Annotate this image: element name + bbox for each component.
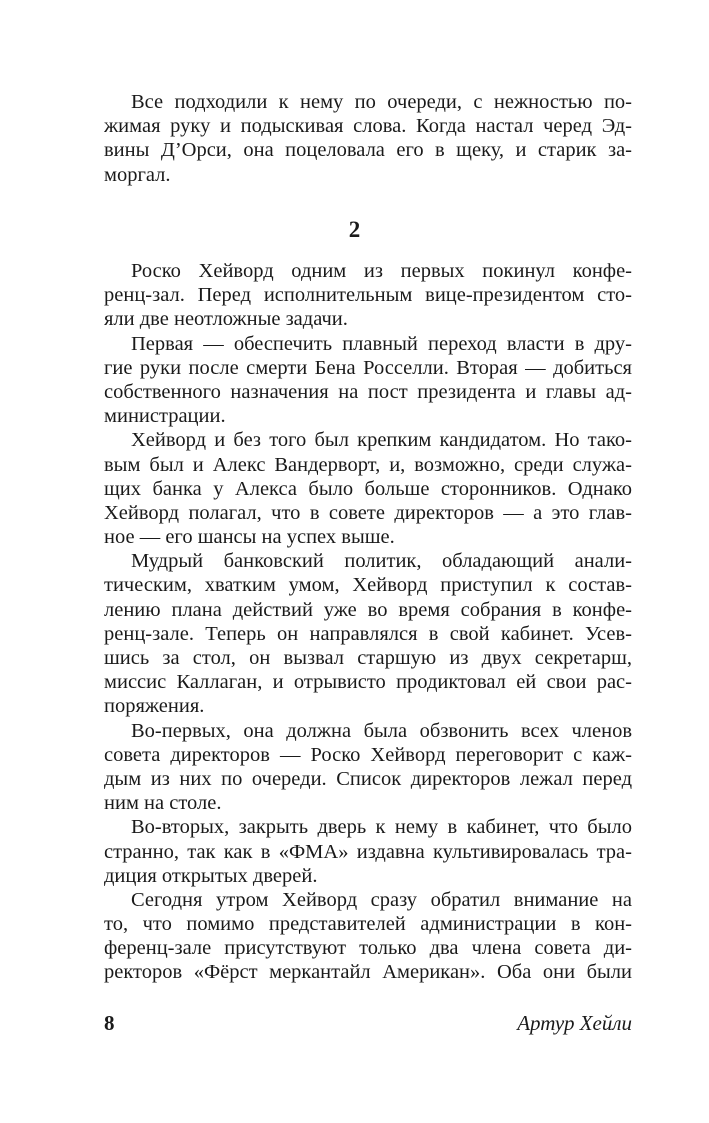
text-line: то, что помимо представителей администрации в кон- [104, 913, 632, 936]
paragraph [104, 259, 632, 332]
text-line: жимая руку и подыскивая слова. Когда настал черед Эд- [104, 115, 632, 138]
chapter-number: 2 [348, 217, 361, 242]
text-line: ренц-зал. Перед исполнительным вице-президентом сто- [104, 284, 632, 307]
text-line: диция открытых дверей. [104, 864, 318, 887]
page-number: 8 [104, 1011, 115, 1035]
text-line: вым был и Алекс Вандерворт, и, возможно, среди служа- [104, 453, 632, 476]
paragraph [104, 815, 632, 888]
paragraph [104, 719, 632, 816]
text-line: Во-вторых, закрыть дверь к нему в кабинет, что было [131, 816, 632, 839]
text-line: тическим, хватким умом, Хейворд приступил к состав- [104, 574, 632, 597]
text-line: гие руки после смерти Бена Росселли. Вторая — добиться [104, 356, 632, 379]
text-line: ним на столе. [104, 792, 222, 815]
text-line: шись за стол, он вызвал старшую из двух секретарш, [104, 647, 632, 669]
text-line: Все подходили к нему по очереди, с нежностью по- [131, 91, 632, 113]
text-line: Сегодня утром Хейворд сразу обратил внимание на [131, 888, 632, 911]
text-line: Хейворд и без того был крепким кандидатом. Но тако- [131, 429, 632, 452]
paragraph [104, 428, 632, 549]
text-line: собственного назначения на пост президента и главы ад- [104, 380, 632, 403]
text-line: Во-первых, она должна была обзвонить всех членов [131, 719, 632, 742]
text-line: ректоров «Фёрст меркантайл Американ». Оба они были [104, 961, 632, 984]
page-footer [104, 1010, 632, 1036]
text-line: странно, так как в «ФМА» издавна культивировалась тра- [104, 840, 632, 863]
text-line: поряжения. [104, 695, 205, 718]
text-line: Мудрый банковский политик, обладающий анали- [131, 550, 632, 573]
text-line: ференц-зале присутствуют только два члена совета ди- [104, 937, 632, 960]
text-line: ное — его шансы на успех выше. [104, 526, 395, 549]
text-line: министрации. [104, 405, 226, 428]
paragraph [104, 332, 632, 429]
text-line: дым из них по очереди. Список директоров лежал перед [104, 767, 632, 790]
text-line: щих банка у Алекса было больше сторонников. Однако [104, 477, 632, 500]
text-line: яли две неотложные задачи. [104, 308, 348, 331]
intro-paragraph [104, 90, 632, 187]
text-line: вины Д’Орси, она поцеловала его в щеку, и старик за- [104, 139, 632, 162]
text-line: лению плана действий уже во время собрания в конфе- [104, 598, 632, 621]
text-line: Первая — обеспечить плавный переход власти в дру- [131, 332, 632, 355]
text-line: миссис Каллаган, и отрывисто продиктовал ей свои рас- [104, 671, 632, 694]
text-line: ренц-зале. Теперь он направлялся в свой кабинет. Усев- [104, 622, 632, 645]
text-line: Роско Хейворд одним из первых покинул конфе- [131, 260, 632, 282]
text-line: Хейворд полагал, что в совете директоров — а это глав- [104, 501, 632, 524]
paragraph [104, 888, 632, 985]
paragraph [104, 549, 632, 718]
text-line: совета директоров — Роско Хейворд переговорит с каж- [104, 743, 632, 766]
chapter-body [104, 259, 632, 985]
text-line: моргал. [104, 163, 171, 186]
running-title: Артур Хейли [517, 1011, 632, 1035]
